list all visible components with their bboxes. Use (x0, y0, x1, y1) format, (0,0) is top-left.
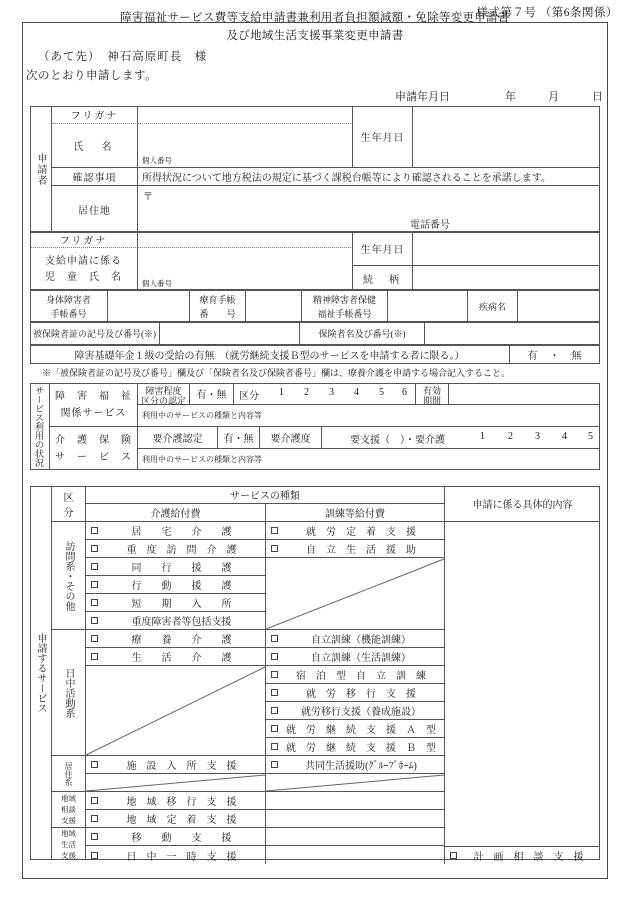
checkbox-icon[interactable] (271, 707, 278, 714)
service-label: 療 養 介 護 (131, 635, 232, 646)
service-label: 短 期 入 所 (131, 599, 232, 610)
applicant-side-label: 申請者 (35, 152, 46, 186)
applicant-confirm-label: 確認事項 (52, 168, 138, 186)
physical-handbook-label-cell (30, 290, 108, 322)
welfare-validity-line1: 有効 (422, 386, 441, 396)
checkbox-icon[interactable] (91, 797, 98, 804)
applicant-birthdate-label: 生年月日 (353, 106, 413, 168)
service-right-empty-3-0 (266, 792, 445, 810)
checkbox-icon[interactable] (271, 725, 278, 732)
checkbox-icon[interactable] (91, 852, 98, 859)
service-right-blank-2 (266, 774, 445, 792)
service-right-empty-4-1 (266, 846, 445, 864)
service-label: 重 度 訪 問 介 護 (126, 545, 237, 556)
detail-header: 申請に係る具体的内容 (445, 486, 600, 522)
division-header-line1: 区 (63, 493, 74, 504)
physical-handbook-label-line1: 身体障害者 (45, 295, 91, 305)
applicant-residence-value[interactable] (138, 186, 600, 232)
service-label: 生 活 介 護 (131, 653, 232, 664)
welfare-division-label: 区分 (239, 391, 259, 402)
application-date-day: 日 (592, 91, 603, 103)
training-benefit-header: 訓練等給付費 (266, 504, 445, 522)
welfare-division-4[interactable]: 4 (354, 387, 359, 398)
mental-handbook-label-line1: 精神障害者保健 (312, 295, 376, 305)
service-item-left-2-0[interactable] (86, 756, 266, 774)
service-label: 就 労 定 着 支 援 (306, 527, 416, 538)
application-date-label: 申請年月日 (395, 91, 450, 103)
service-item-right-2-0[interactable] (266, 756, 445, 774)
group-label-cell-0 (52, 522, 86, 630)
plan-consultation-label: 計 画 相 談 支 援 (473, 852, 584, 863)
checkbox-icon[interactable] (91, 815, 98, 822)
child-personal-number-label: 個人番号 (142, 279, 172, 288)
service-label: 移 動 支 援 (131, 833, 232, 844)
rehab-handbook-label-line2: 番 号 (199, 309, 236, 319)
applicant-residence-label: 居住地 (52, 186, 138, 232)
welfare-service-label-cell (50, 383, 138, 427)
child-birthdate-value[interactable] (413, 232, 600, 266)
service-right-empty-4-0 (266, 828, 445, 846)
welfare-division-5[interactable]: 5 (379, 387, 384, 398)
checkbox-icon[interactable] (91, 599, 98, 606)
mental-handbook-value[interactable] (388, 290, 468, 322)
child-name-value[interactable] (138, 248, 353, 290)
care-level-3[interactable]: 3 (535, 431, 540, 442)
care-level-5[interactable]: 5 (588, 431, 593, 442)
care-levels-cell[interactable] (322, 427, 600, 449)
service-right-blank-0 (266, 558, 445, 630)
physical-handbook-label-line2: 手帳番号 (50, 309, 87, 319)
application-date-month: 月 (548, 91, 559, 103)
strikethrough-diagonal-icon (86, 774, 266, 792)
checkbox-icon[interactable] (91, 833, 98, 840)
strikethrough-diagonal-icon (266, 558, 445, 630)
postal-mark-icon: 〒 (143, 192, 153, 203)
group-label-3-line1: 地域 (61, 794, 76, 803)
service-label: 就 労 継 続 支 援 Ａ 型 (286, 725, 436, 736)
plan-consultation-row[interactable] (445, 846, 600, 864)
service-label: 自 立 生 活 援 助 (306, 545, 416, 556)
welfare-certification-label-cell (138, 383, 190, 405)
checkbox-icon[interactable] (271, 527, 278, 534)
group-label-4-line1: 地域 (61, 829, 76, 838)
welfare-validity-value[interactable] (449, 383, 600, 405)
services-side-cell (30, 486, 52, 860)
lead-text: 次のとおり申請します。 (26, 70, 158, 82)
applicant-furigana-label: フリガナ (52, 106, 138, 124)
pension-text: 障害基礎年金１級の受給の有無 （就労継続支援Ｂ型のサービスを申請する者に限る。） (30, 345, 510, 364)
checkbox-icon[interactable] (271, 545, 278, 552)
child-furigana-value[interactable] (138, 232, 353, 248)
service-label: 宿 泊 型 自 立 訓 練 (296, 671, 426, 682)
care-certification-label: 要介護認定 (138, 427, 218, 449)
checkbox-icon[interactable] (271, 689, 278, 696)
checkbox-icon[interactable] (271, 743, 278, 750)
care-benefit-header: 介護給付費 (86, 504, 266, 522)
group-label-cell-2 (52, 756, 86, 792)
service-item-right-1-1[interactable] (266, 648, 445, 666)
checkbox-icon[interactable] (91, 581, 98, 588)
rehab-handbook-value[interactable] (246, 290, 302, 322)
strikethrough-diagonal-icon (86, 666, 266, 756)
service-label: 同 行 援 護 (131, 563, 232, 574)
service-item-left-4-1[interactable] (86, 846, 266, 864)
service-item-right-1-0[interactable] (266, 630, 445, 648)
service-status-side-label: サービス利用の状況 (34, 386, 44, 467)
checkbox-icon[interactable] (91, 761, 98, 768)
checkbox-icon[interactable] (271, 761, 278, 768)
service-label: 共同生活援助(ｸﾞﾙｰﾌﾟﾎｰﾑ) (305, 761, 417, 772)
disease-label: 疾病名 (468, 290, 518, 322)
service-label: 自立訓練（機能訓練） (311, 635, 411, 646)
welfare-division-2[interactable]: 2 (304, 387, 309, 398)
child-relation-value[interactable] (413, 266, 600, 290)
applicant-confirm-text: 所得状況について地方税法の規定に基づく課税台帳等により確認されることを承諾します。 (138, 168, 600, 186)
division-header-line2: 分 (63, 508, 74, 519)
care-levels-text: 要支援（ ）・要介護 (350, 435, 445, 446)
service-label: 自立訓練（生活訓練） (311, 653, 411, 664)
service-item-right-1-5[interactable] (266, 720, 445, 738)
applicant-name-label: 氏 名 (52, 124, 138, 168)
applicant-birthdate-value[interactable] (413, 106, 600, 168)
service-item-left-0-2[interactable] (86, 558, 266, 576)
service-item-left-0-1[interactable] (86, 540, 266, 558)
group-label-4-line3: 支援 (61, 851, 76, 860)
rehab-handbook-label-line1: 療育手帳 (199, 295, 236, 305)
service-type-header: サービスの種類 (86, 486, 445, 504)
group-label-1: 日中活動系 (63, 667, 74, 718)
care-service-label-line1: 介 護 保 険 (55, 435, 132, 446)
service-left-blank-2 (86, 774, 266, 792)
checkbox-icon[interactable] (91, 527, 98, 534)
service-item-left-0-4[interactable] (86, 594, 266, 612)
welfare-service-label-line1: 障 害 福 祉 (55, 391, 132, 402)
service-item-left-0-5[interactable] (86, 612, 266, 630)
checkbox-icon[interactable] (91, 563, 98, 570)
applicant-furigana-value[interactable] (138, 106, 353, 124)
service-label: 日 中 一 時 支 援 (126, 851, 237, 863)
service-label: 就 労 移 行 支 援 (306, 689, 416, 700)
applicant-phone-label: 電話番号 (410, 220, 450, 231)
service-label: 居 宅 介 護 (131, 527, 232, 538)
group-label-3-line3: 支援 (61, 816, 76, 825)
insured-symbol-value[interactable] (160, 322, 300, 345)
group-label-3-line2: 相談 (61, 805, 76, 814)
strikethrough-diagonal-icon (266, 774, 445, 792)
care-yes-no[interactable]: 有・無 (218, 427, 260, 449)
welfare-certification-line1: 障害程度 (145, 386, 182, 396)
child-relation-label: 続 柄 (353, 266, 413, 290)
welfare-validity-line2: 期間 (422, 396, 441, 406)
detail-content-area[interactable] (445, 522, 600, 846)
service-label: 就 労 継 続 支 援 Ｂ 型 (286, 743, 436, 754)
service-left-blank-1 (86, 666, 266, 756)
rehab-handbook-label-cell (190, 290, 246, 322)
applicant-side-label-cell (30, 106, 52, 232)
child-name-label-cell (30, 248, 138, 290)
welfare-service-label-line2: 関係サービス (60, 408, 127, 419)
checkbox-icon[interactable] (271, 635, 278, 642)
welfare-certification-line2: 区分の認定 (140, 396, 186, 406)
care-level-4[interactable]: 4 (562, 431, 567, 442)
mental-handbook-label-line2: 福祉手帳番号 (317, 309, 372, 319)
care-service-label-line2: サ ー ビ ス (55, 452, 132, 463)
care-level-2[interactable]: 2 (508, 431, 513, 442)
service-label: 行 動 援 護 (131, 581, 232, 592)
group-label-cell-3 (52, 792, 86, 828)
service-label: 地 域 移 行 支 援 (126, 797, 237, 808)
checkbox-icon[interactable] (450, 852, 457, 859)
welfare-validity-label-cell (415, 383, 449, 405)
checkbox-icon[interactable] (91, 617, 98, 624)
service-item-right-0-0[interactable] (266, 522, 445, 540)
welfare-division-cell[interactable] (234, 383, 415, 405)
child-name-label-line1: 支給申請に係る (45, 256, 122, 267)
group-label-4-line2: 生活 (61, 840, 76, 849)
service-label: 地 域 定 着 支 援 (126, 815, 237, 826)
group-label-2: 居住系 (64, 761, 73, 786)
applicant-name-value[interactable] (138, 124, 353, 168)
group-label-cell-1 (52, 630, 86, 756)
form-number: 様式第７号 （第6条関係） (476, 7, 618, 19)
child-name-label-line2: 児 童 氏 名 (45, 272, 122, 283)
insurer-value[interactable] (425, 322, 600, 345)
addressee: （あて先） 神石高原町長 様 (38, 51, 208, 63)
checkbox-icon[interactable] (91, 635, 98, 642)
service-item-right-1-3[interactable] (266, 684, 445, 702)
mental-handbook-label-cell (302, 290, 388, 322)
checkbox-icon[interactable] (271, 653, 278, 660)
service-item-left-4-0[interactable] (86, 828, 266, 846)
insured-symbol-label: 被保険者証の記号及び番号(※) (30, 322, 160, 345)
welfare-yes-no[interactable]: 有・無 (190, 383, 234, 405)
service-item-left-3-1[interactable] (86, 810, 266, 828)
service-label: 施 設 入 所 支 援 (126, 761, 237, 772)
form-title-line2: 及び地域生活支援事業変更申請書 (226, 30, 404, 42)
service-item-left-0-3[interactable] (86, 576, 266, 594)
division-header-cell (52, 486, 86, 522)
checkbox-icon[interactable] (91, 653, 98, 660)
service-item-right-0-1[interactable] (266, 540, 445, 558)
welfare-content-label[interactable]: 利用中のサービスの種類と内容等 (138, 405, 600, 427)
service-item-left-3-0[interactable] (86, 792, 266, 810)
care-service-label-cell (50, 427, 138, 470)
application-date-year: 年 (505, 91, 516, 103)
checkbox-icon[interactable] (271, 671, 278, 678)
service-item-left-0-0[interactable] (86, 522, 266, 540)
welfare-division-1[interactable]: 1 (279, 387, 284, 398)
child-furigana-label: フリガナ (30, 232, 138, 248)
service-item-left-1-1[interactable] (86, 648, 266, 666)
insurer-label: 保険者名及び番号(※) (300, 322, 425, 345)
footnote: ※「被保険者証の記号及び番号」欄及び「保険者名及び保険者番号」欄は、療養介護を申請する場合記入すること。 (42, 368, 511, 378)
child-birthdate-label: 生年月日 (353, 232, 413, 266)
service-status-side-cell (30, 383, 50, 470)
service-item-right-1-4[interactable] (266, 702, 445, 720)
service-right-empty-3-1 (266, 810, 445, 828)
service-item-right-1-2[interactable] (266, 666, 445, 684)
form-title-line1: 障害福祉サービス費等支給申請書兼利用者負担額減額・免除等変更申請書 (120, 12, 510, 24)
care-content-label[interactable]: 利用中のサービスの種類と内容等 (142, 455, 262, 464)
group-label-0: 訪問系・その他 (63, 540, 74, 611)
service-item-left-1-0[interactable] (86, 630, 266, 648)
checkbox-icon[interactable] (91, 545, 98, 552)
services-side-label: 申請するサービス (35, 633, 46, 713)
care-level-1[interactable]: 1 (480, 431, 485, 442)
group-label-cell-4 (52, 828, 86, 860)
service-label: 就労移行支援（養成施設） (301, 707, 421, 718)
physical-handbook-value[interactable] (108, 290, 190, 322)
welfare-division-6[interactable]: 6 (402, 387, 407, 398)
service-label: 重度障害者等包括支援 (131, 617, 232, 628)
care-level-label: 要介護度 (260, 427, 322, 449)
welfare-division-3[interactable]: 3 (329, 387, 334, 398)
applicant-personal-number-label: 個人番号 (142, 156, 172, 165)
service-item-right-1-6[interactable] (266, 738, 445, 756)
disease-value[interactable] (518, 290, 600, 322)
pension-choice[interactable]: 有 ・ 無 (527, 351, 583, 362)
